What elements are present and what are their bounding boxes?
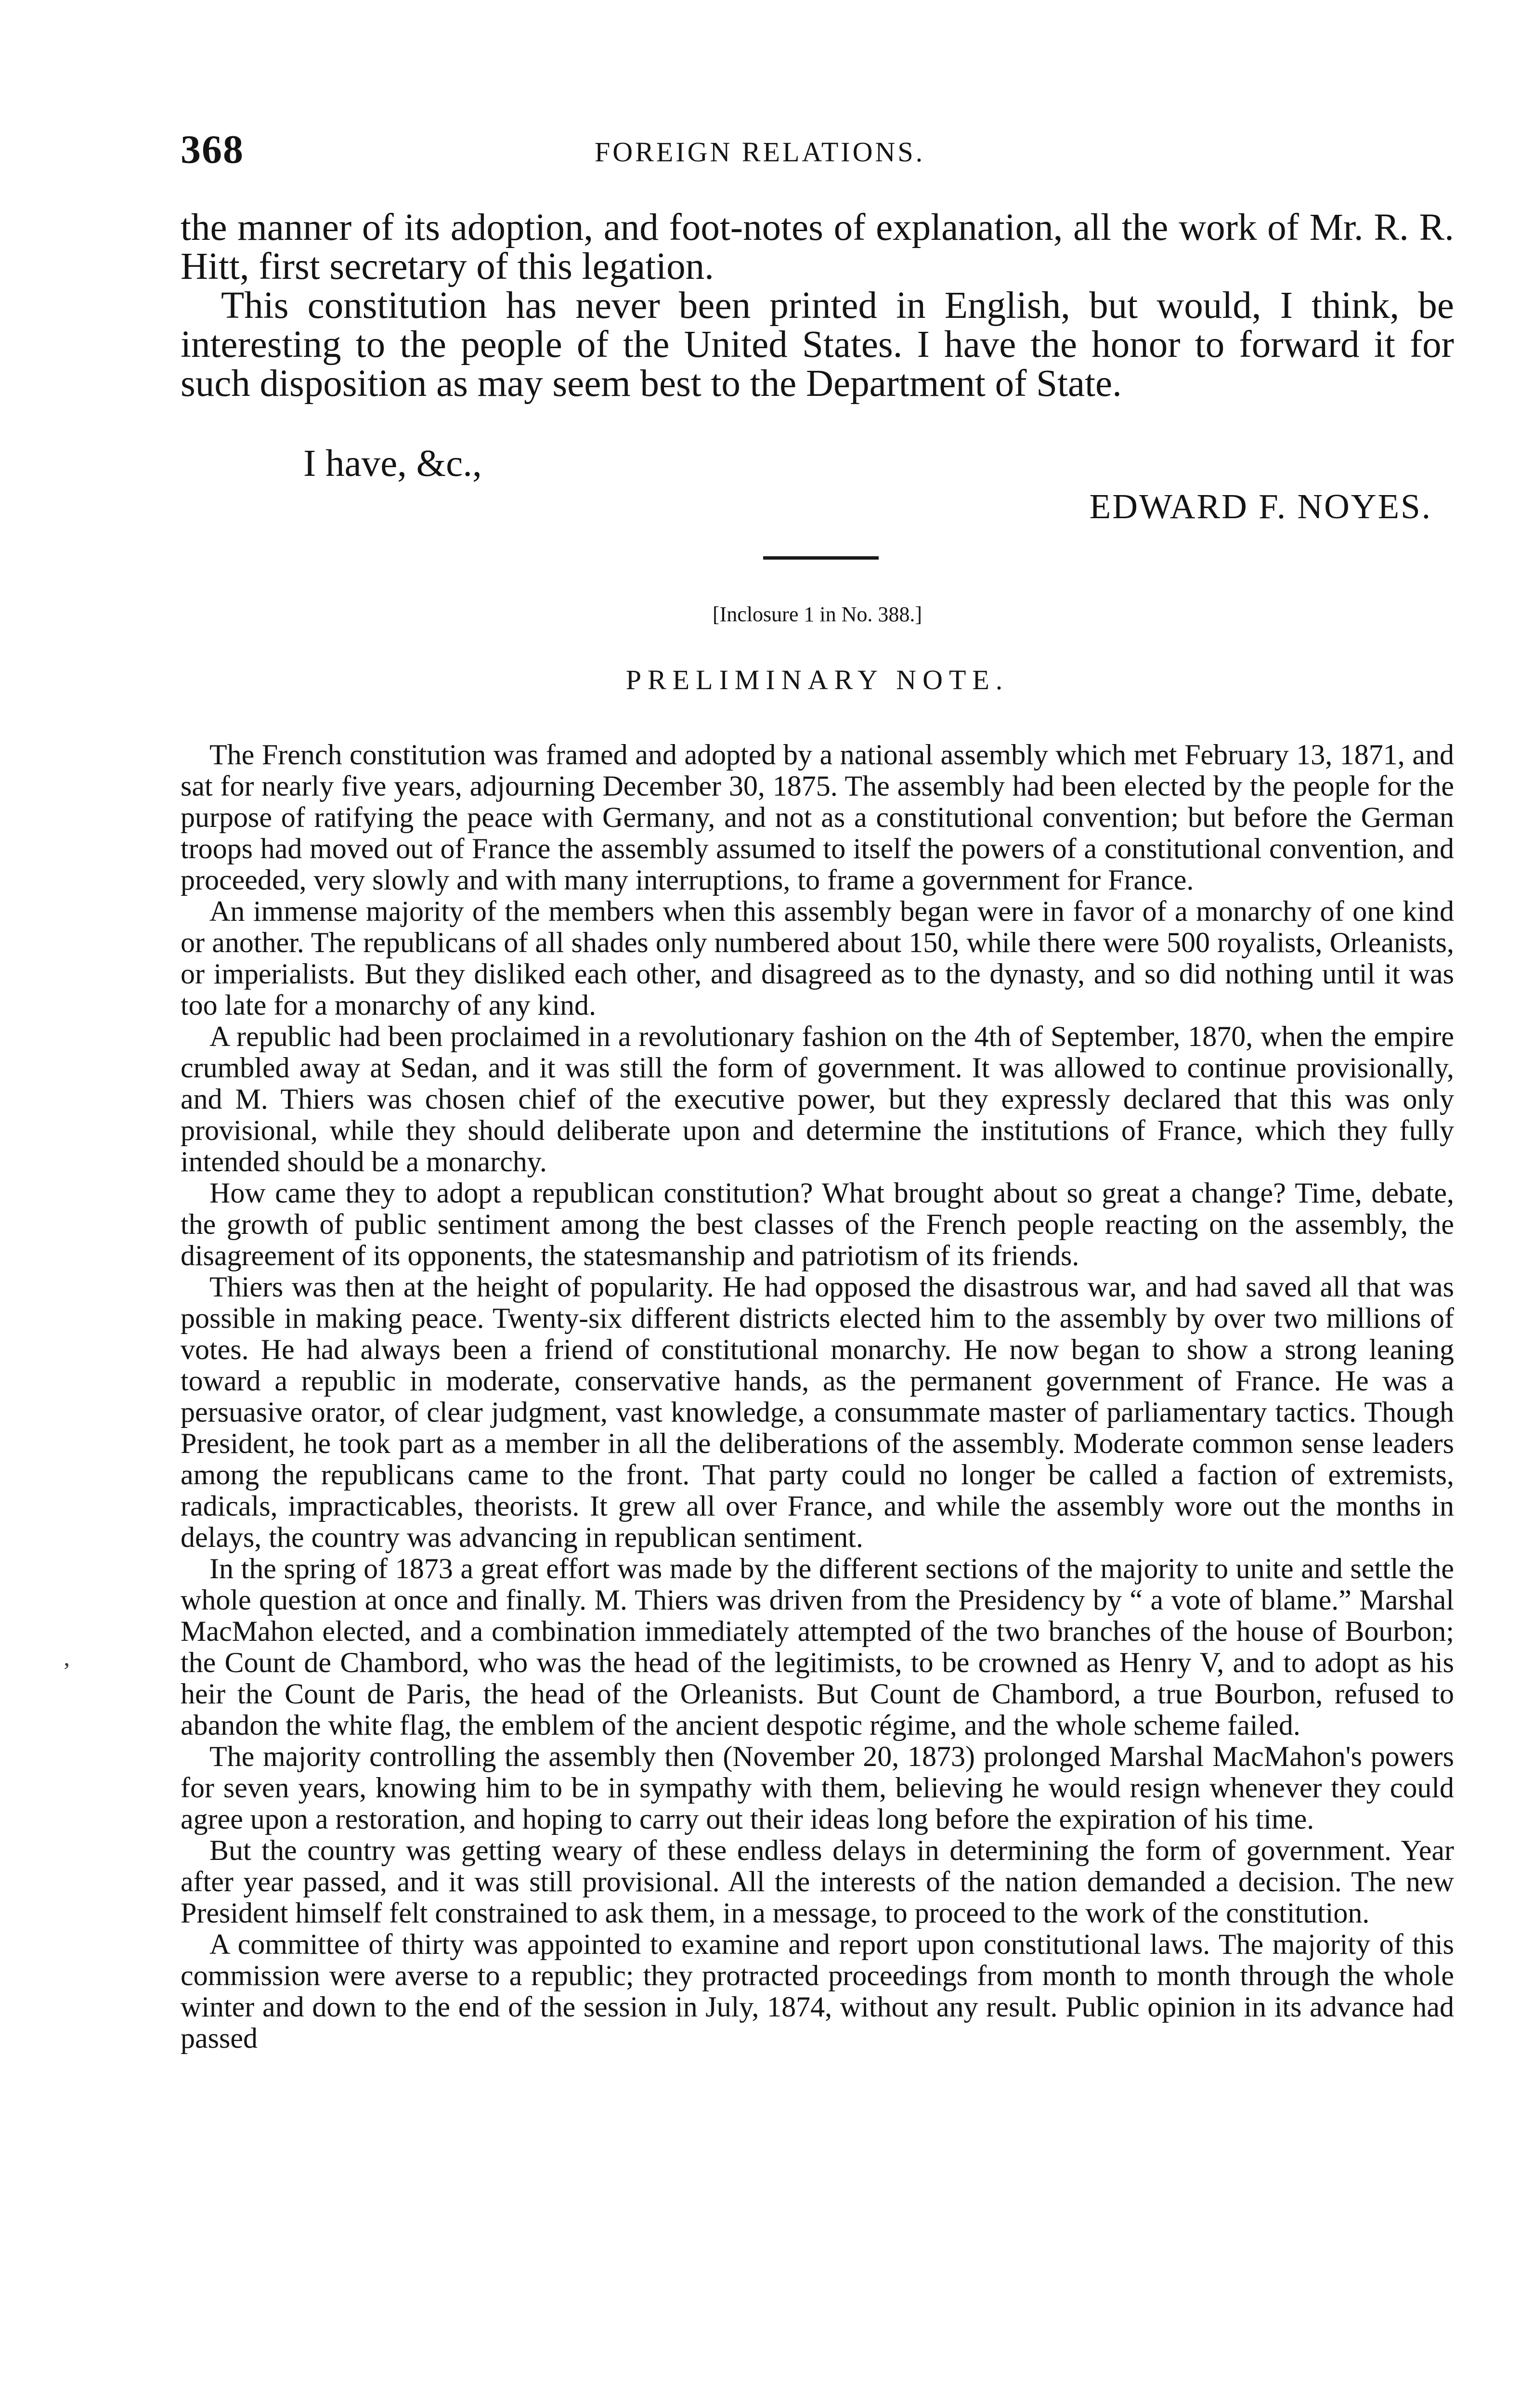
page-header [181,126,1452,179]
note-paragraph: A committee of thirty was appointed to examine and report upon constitutional laws. The majority of this commission were averse to a republic; they protracted proceedings from month to month through the whole winter and down to the end of the session in July, 1874, without any result. Public opinion in its advance had passed [181,1928,1454,2054]
note-paragraph: The French constitution was framed and adopted by a national assembly which met February 13, 1871, and sat for nearly five years, adjourning December 30, 1875. The assembly had been elected by the people for the purpose of ratifying the peace with Germany, and not as a constitutional convention; but before the German troops had moved out of France the assembly assumed to itself the powers of a constitutional convention, and proceeded, very slowly and with many interruptions, to frame a government for France. [181,739,1454,896]
margin-mark: ’ [63,1657,71,1684]
note-paragraph: How came they to adopt a republican constitution? What brought about so great a change? Time, debate, the growth of public sentiment among the best classes of the French people reacting on the assembly, the disagreement of its opponents, the statesmanship and patriotism of its friends. [181,1177,1454,1271]
letter-paragraph: This constitution has never been printed in English, but would, I think, be interesting to the people of the United States. I have the honor to forward it for such disposition as may seem best to the Department of State. [181,285,1454,405]
section-divider [763,556,879,560]
enclosure-label: [Inclosure 1 in No. 388.] [712,602,922,626]
signature: EDWARD F. NOYES. [1089,487,1432,526]
note-paragraph: Thiers was then at the height of popularity. He had opposed the disastrous war, and had saved all that was possible in making peace. Twenty-six different districts elected him to the assembly by over two millions of votes. He had always been a friend of constitutional monarchy. He now began to show a strong leaning toward a republic in moderate, conservative hands, as the permanent government of France. He was a persuasive orator, of clear judgment, vast knowledge, a consummate master of parliamentary tactics. Though President, he took part as a member in all the deliberations of the assembly. Moderate common sense leaders among the republicans came to the front. That party could no longer be called a faction of extremists, radicals, impracticables, theorists. It grew all over France, and while the assembly wore out the months in delays, the country was advancing in republican sentiment. [181,1271,1454,1553]
note-paragraph: But the country was getting weary of these endless delays in determining the form of government. Year after year passed, and it was still provisional. All the interests of the nation demanded a decision. The new President himself felt constrained to ask them, in a message, to proceed to the work of the constitution. [181,1834,1454,1929]
running-head: FOREIGN RELATIONS. [595,136,925,168]
letter-closing: I have, &c., [303,443,482,484]
letter-paragraph: the manner of its adoption, and foot-notes of explanation, all the work of Mr. R. R. Hitt, first secretary of this legation. [181,207,1454,288]
note-paragraph: A republic had been proclaimed in a revolutionary fashion on the 4th of September, 1870, when the empire crumbled away at Sedan, and it was still the form of government. It was allowed to continue provisionally, and M. Thiers was chosen chief of the executive power, but they expressly declared that this was only provisional, while they should deliberate upon and determine the institutions of France, which they fully intended should be a monarchy. [181,1021,1454,1178]
letter-continuation [181,208,1454,403]
section-heading: PRELIMINARY NOTE. [625,664,1009,695]
note-paragraph: In the spring of 1873 a great effort was made by the different sections of the majority to unite and settle the whole question at once and finally. M. Thiers was driven from the Presidency by “ a vote of blame.” Marshal MacMahon elected, and a combination immediately attempted of the two branches of the house of Bourbon; the Count de Chambord, who was the head of the legitimists, to be crowned as Henry V, and to adopt as his heir the Count de Paris, the head of the Orleanists. But Count de Chambord, a true Bourbon, refused to abandon the white flag, the emblem of the ancient despotic régime, and the whole scheme failed. [181,1553,1454,1741]
note-paragraph: An immense majority of the members when this assembly began were in favor of a monarchy of one kind or another. The republicans of all shades only numbered about 150, while there were 500 royalists, Orleanists, or imperialists. But they disliked each other, and disagreed as to the dynasty, and so did nothing until it was too late for a monarchy of any kind. [181,895,1454,1021]
page-number: 368 [181,127,244,172]
note-paragraph: The majority controlling the assembly then (November 20, 1873) prolonged Marshal MacMahon's powers for seven years, knowing him to be in sympathy with them, believing he would resign whenever they could agree upon a restoration, and hoping to carry out their ideas long before the expiration of his time. [181,1741,1454,1835]
preliminary-note-body [181,739,1454,2054]
